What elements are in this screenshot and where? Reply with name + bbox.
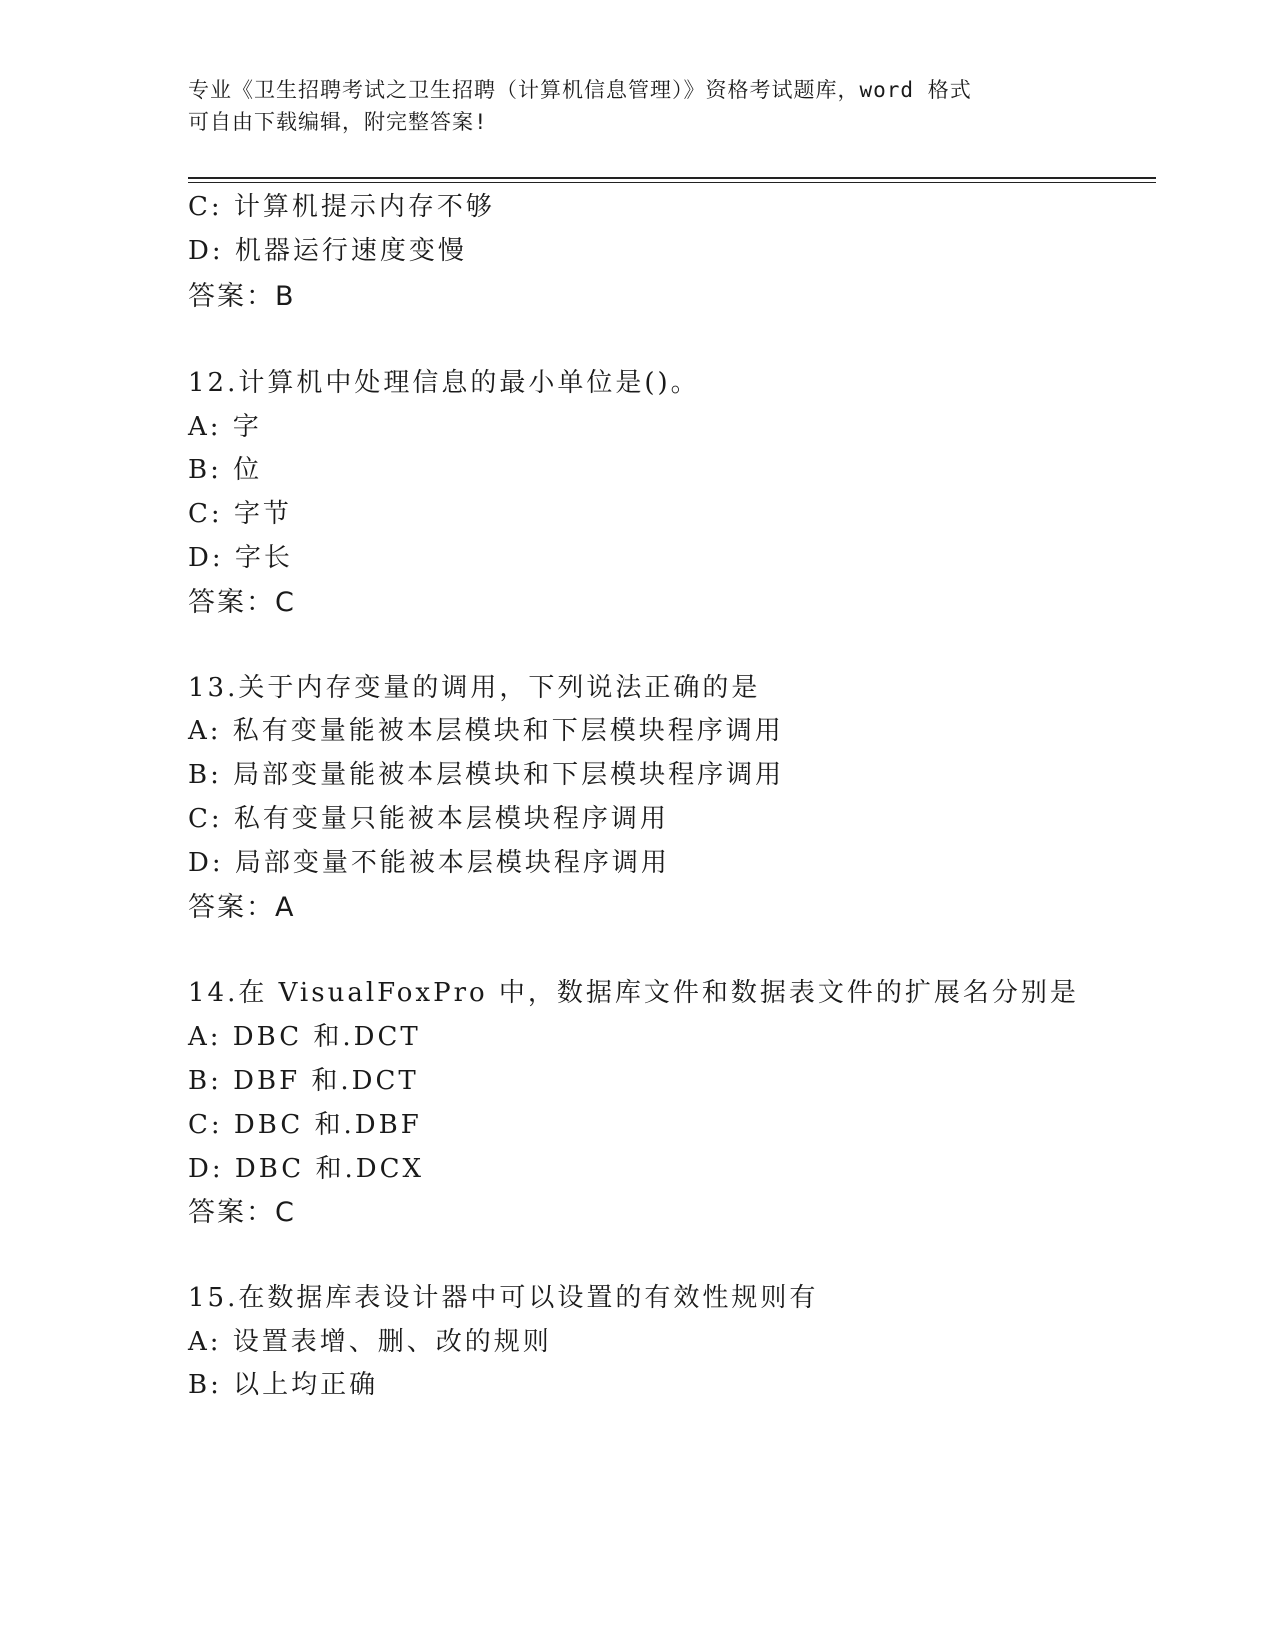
q12-option-c: C: 字节 — [188, 499, 292, 529]
q13-option-d: D: 局部变量不能被本层模块程序调用 — [188, 848, 670, 878]
q14-option-d: D: DBC 和.DCX — [188, 1154, 424, 1184]
q15-option-a: A: 设置表增、删、改的规则 — [188, 1327, 552, 1357]
q12-option-a: A: 字 — [188, 412, 262, 442]
q14-option-b: B: DBF 和.DCT — [188, 1066, 419, 1096]
prev-option-c: C: 计算机提示内存不够 — [188, 192, 495, 222]
q15-question: 15.在数据库表设计器中可以设置的有效性规则有 — [188, 1283, 819, 1313]
q13-answer: 答案：A — [188, 892, 296, 923]
q13-option-b: B: 局部变量能被本层模块和下层模块程序调用 — [188, 760, 785, 790]
q14-option-a: A: DBC 和.DCT — [188, 1022, 421, 1052]
prev-answer: 答案：B — [188, 281, 296, 312]
header-line-1: 专业《卫生招聘考试之卫生招聘（计算机信息管理）》资格考试题库，word 格式 — [188, 78, 972, 102]
q14-answer: 答案：C — [188, 1197, 296, 1228]
prev-option-d: D: 机器运行速度变慢 — [188, 236, 467, 266]
q14-question: 14.在 VisualFoxPro 中，数据库文件和数据表文件的扩展名分别是 — [188, 978, 1079, 1008]
header-line-2: 可自由下载编辑，附完整答案! — [188, 110, 488, 134]
q12-option-d: D: 字长 — [188, 543, 293, 573]
header-divider-thin — [188, 182, 1156, 183]
q15-option-b: B: 以上均正确 — [188, 1370, 379, 1400]
q13-question: 13.关于内存变量的调用，下列说法正确的是 — [188, 673, 761, 703]
q14-option-c: C: DBC 和.DBF — [188, 1110, 422, 1140]
q13-option-c: C: 私有变量只能被本层模块程序调用 — [188, 804, 669, 834]
header-divider — [188, 177, 1156, 179]
document-header — [188, 74, 1088, 138]
q12-answer: 答案：C — [188, 587, 296, 618]
q12-question: 12.计算机中处理信息的最小单位是()。 — [188, 368, 700, 398]
q13-option-a: A: 私有变量能被本层模块和下层模块程序调用 — [188, 716, 784, 746]
q12-option-b: B: 位 — [188, 455, 263, 485]
